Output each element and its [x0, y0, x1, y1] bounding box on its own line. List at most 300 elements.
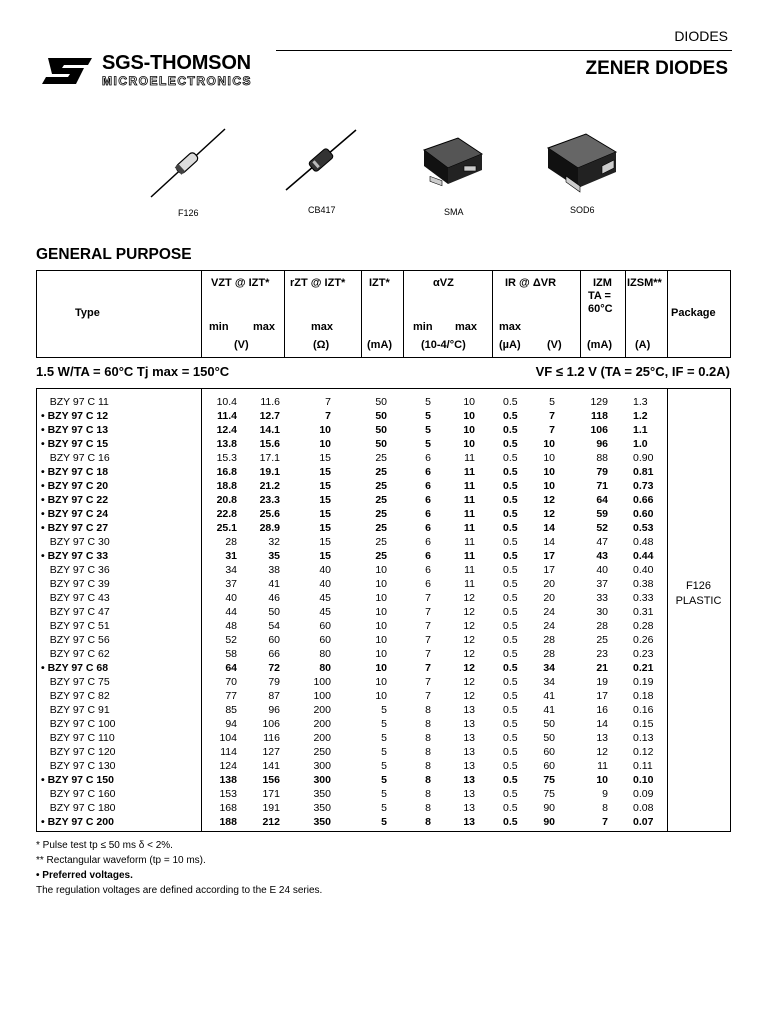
cell-type: • BZY 97 C 68 — [41, 662, 109, 674]
cell-value: 11 — [464, 452, 475, 464]
cell-value: 12 — [463, 606, 475, 618]
cell-value: 15.6 — [259, 438, 280, 450]
cell-value: 10 — [463, 424, 475, 436]
cell-value: 300 — [313, 774, 331, 786]
cell-value: 191 — [262, 802, 280, 814]
cell-value: 10 — [375, 690, 387, 702]
cell-value: 13 — [463, 788, 475, 800]
cell-value: 5 — [381, 774, 387, 786]
cell-value: 0.81 — [633, 466, 654, 478]
cell-value: 0.10 — [633, 774, 654, 786]
sod6-package-icon — [540, 128, 622, 198]
cell-value: 17 — [543, 564, 555, 576]
cell-value: 23 — [596, 648, 608, 660]
cell-value: 6 — [425, 452, 431, 464]
table-row — [37, 591, 730, 605]
cell-value: 0.5 — [503, 620, 518, 632]
cell-value: 10 — [543, 438, 555, 450]
cell-value: 34 — [543, 676, 555, 688]
cell-value: 0.5 — [503, 438, 518, 450]
cell-value: 0.48 — [633, 536, 654, 548]
cell-value: 25 — [375, 494, 387, 506]
sma-package-icon — [418, 132, 486, 192]
cell-value: 13 — [463, 816, 475, 828]
cell-value: 85 — [225, 704, 237, 716]
cell-value: 7 — [325, 410, 331, 422]
cell-value: 171 — [262, 788, 280, 800]
cell-value: 21 — [596, 662, 608, 674]
cell-value: 8 — [425, 774, 431, 786]
cell-value: 10 — [375, 676, 387, 688]
cell-value: 6 — [425, 466, 431, 478]
cell-value: 12 — [463, 620, 475, 632]
cell-type: BZY 97 C 91 — [41, 704, 110, 716]
cell-value: 200 — [313, 704, 331, 716]
cell-value: 0.5 — [503, 550, 518, 562]
cell-value: 15 — [319, 480, 331, 492]
cell-value: 0.21 — [633, 662, 654, 674]
cell-value: 11 — [463, 466, 475, 478]
cell-value: 0.53 — [633, 522, 654, 534]
table-row — [37, 395, 730, 409]
col-vz-header: VZT @ IZT* — [211, 277, 270, 289]
cell-type: BZY 97 C 43 — [41, 592, 110, 604]
cell-value: 0.5 — [503, 536, 518, 548]
cell-value: 10 — [375, 662, 387, 674]
cell-value: 25 — [375, 522, 387, 534]
cell-value: 11.6 — [260, 396, 280, 408]
cell-value: 50 — [543, 732, 555, 744]
cell-value: 5 — [381, 760, 387, 772]
col-izt-header: IZT* — [369, 277, 390, 289]
cell-value: 0.19 — [633, 676, 654, 688]
cell-value: 156 — [262, 774, 280, 786]
cell-value: 7 — [425, 606, 431, 618]
col-package-header: Package — [671, 307, 716, 319]
cell-value: 141 — [262, 760, 280, 772]
cell-value: 16.8 — [216, 466, 237, 478]
cell-type: BZY 97 C 75 — [41, 676, 110, 688]
cell-value: 25 — [375, 452, 387, 464]
table-row — [37, 731, 730, 745]
cell-value: 11 — [464, 536, 475, 548]
cell-type: BZY 97 C 100 — [41, 718, 116, 730]
ir-max-label: max — [499, 321, 522, 333]
table-row — [37, 479, 730, 493]
cell-value: 14.1 — [259, 424, 280, 436]
cell-value: 0.5 — [503, 452, 518, 464]
cell-value: 5 — [381, 704, 387, 716]
cell-value: 0.26 — [633, 634, 654, 646]
cell-value: 12 — [463, 648, 475, 660]
cell-value: 17.1 — [259, 452, 280, 464]
cell-value: 6 — [425, 480, 431, 492]
cell-value: 12 — [543, 494, 555, 506]
cell-value: 10 — [463, 410, 475, 422]
table-row — [37, 703, 730, 717]
cell-value: 13 — [463, 760, 475, 772]
cell-value: 19.1 — [259, 466, 280, 478]
cell-value: 10 — [463, 396, 475, 408]
cell-value: 43 — [596, 550, 608, 562]
cell-type: • BZY 97 C 12 — [41, 410, 109, 422]
table-row — [37, 549, 730, 563]
cell-value: 60 — [319, 620, 331, 632]
cell-value: 12 — [463, 690, 475, 702]
cell-type: BZY 97 C 110 — [41, 732, 115, 744]
cell-value: 0.5 — [503, 774, 518, 786]
table-row — [37, 437, 730, 451]
cell-value: 0.73 — [633, 480, 654, 492]
cell-value: 0.09 — [633, 788, 654, 800]
cell-value: 24 — [543, 620, 555, 632]
cell-value: 13 — [463, 746, 475, 758]
cell-value: 10 — [375, 564, 387, 576]
cell-value: 35 — [268, 550, 280, 562]
cell-value: 7 — [325, 396, 331, 408]
table-row — [37, 717, 730, 731]
cell-value: 10 — [375, 620, 387, 632]
cell-value: 0.12 — [633, 746, 654, 758]
cell-value: 100 — [313, 676, 331, 688]
table-row — [37, 787, 730, 801]
cell-value: 54 — [268, 620, 280, 632]
cell-value: 200 — [313, 732, 331, 744]
cell-value: 75 — [543, 774, 555, 786]
cell-value: 0.33 — [633, 592, 654, 604]
cell-value: 34 — [543, 662, 555, 674]
cell-type: • BZY 97 C 24 — [41, 508, 109, 520]
cell-value: 52 — [225, 634, 237, 646]
cell-value: 0.5 — [503, 424, 518, 436]
cell-value: 12.4 — [216, 424, 237, 436]
cell-value: 87 — [268, 690, 280, 702]
table-row — [37, 745, 730, 759]
cell-value: 88 — [596, 452, 608, 464]
table-row — [37, 605, 730, 619]
cell-value: 10.4 — [216, 396, 237, 408]
col-izm-temp: 60°C — [588, 303, 613, 315]
cell-type: BZY 97 C 120 — [41, 746, 116, 758]
cell-value: 66 — [268, 648, 280, 660]
cell-value: 10 — [375, 592, 387, 604]
cell-value: 15.3 — [216, 452, 237, 464]
cell-type: BZY 97 C 56 — [41, 634, 110, 646]
avz-max-label: max — [455, 321, 478, 333]
cell-value: 118 — [591, 410, 608, 422]
cell-value: 41 — [268, 578, 280, 590]
cell-value: 7 — [549, 410, 555, 422]
cell-value: 44 — [225, 606, 237, 618]
cell-value: 22.8 — [216, 508, 237, 520]
cell-value: 0.5 — [503, 508, 518, 520]
cell-value: 46 — [268, 592, 280, 604]
cell-type: BZY 97 C 36 — [41, 564, 110, 576]
cell-value: 138 — [219, 774, 237, 786]
cell-type: • BZY 97 C 18 — [41, 466, 109, 478]
cell-value: 7 — [425, 662, 431, 674]
unit-a: (A) — [635, 339, 651, 351]
company-logo — [40, 52, 275, 88]
col-avz-header: αVZ — [433, 277, 454, 289]
cell-value: 15 — [319, 522, 331, 534]
cell-type: BZY 97 C 51 — [41, 620, 110, 632]
table-row — [37, 465, 730, 479]
cell-value: 13 — [596, 732, 608, 744]
cell-type: BZY 97 C 30 — [41, 536, 110, 548]
cell-value: 25 — [375, 550, 387, 562]
cell-value: 72 — [268, 662, 280, 674]
cell-value: 45 — [319, 606, 331, 618]
cell-value: 24 — [543, 606, 555, 618]
cell-value: 52 — [596, 522, 608, 534]
cell-value: 0.5 — [503, 522, 518, 534]
cell-value: 14 — [543, 522, 555, 534]
cell-value: 127 — [262, 746, 280, 758]
cell-value: 0.5 — [503, 466, 518, 478]
cell-value: 23.3 — [259, 494, 280, 506]
cell-value: 17 — [596, 690, 608, 702]
cell-value: 0.40 — [633, 564, 654, 576]
table-row — [37, 675, 730, 689]
table-row — [37, 801, 730, 815]
cell-value: 250 — [313, 746, 331, 758]
brand-name: SGS-THOMSON — [102, 52, 251, 74]
table-row — [37, 409, 730, 423]
cell-value: 5 — [381, 732, 387, 744]
footnote-waveform: ** Rectangular waveform (tp = 10 ms). — [36, 855, 206, 866]
col-ir-header: IR @ ΔVR — [505, 277, 557, 289]
cell-value: 15 — [319, 508, 331, 520]
unit-ua: (µA) — [499, 339, 521, 351]
cell-value: 11.4 — [217, 410, 237, 422]
cell-value: 47 — [596, 536, 608, 548]
cell-value: 350 — [313, 788, 331, 800]
cell-value: 8 — [425, 704, 431, 716]
cell-value: 18.8 — [216, 480, 237, 492]
table-row — [37, 633, 730, 647]
cell-value: 0.5 — [503, 816, 518, 828]
cell-value: 300 — [313, 760, 331, 772]
header-rule — [276, 50, 732, 51]
cell-value: 7 — [425, 634, 431, 646]
cell-value: 11 — [464, 564, 475, 576]
table-row — [37, 689, 730, 703]
cell-value: 10 — [375, 578, 387, 590]
table-row — [37, 563, 730, 577]
cell-value: 5 — [381, 816, 387, 828]
package-material: PLASTIC — [675, 595, 722, 607]
cell-value: 58 — [225, 648, 237, 660]
cell-value: 59 — [596, 508, 608, 520]
cell-value: 0.5 — [503, 592, 518, 604]
table-row — [37, 619, 730, 633]
table-row — [37, 493, 730, 507]
cell-value: 129 — [590, 396, 608, 408]
cell-value: 34 — [225, 564, 237, 576]
table-row — [37, 647, 730, 661]
cell-type: BZY 97 C 11 — [41, 396, 109, 408]
cell-value: 7 — [602, 816, 608, 828]
cell-type: BZY 97 C 39 — [41, 578, 110, 590]
cell-value: 8 — [425, 802, 431, 814]
cell-value: 6 — [425, 536, 431, 548]
cell-value: 5 — [425, 410, 431, 422]
cell-value: 5 — [381, 788, 387, 800]
cell-value: 7 — [425, 690, 431, 702]
cell-type: • BZY 97 C 27 — [41, 522, 109, 534]
cell-value: 15 — [319, 494, 331, 506]
cell-value: 25 — [375, 466, 387, 478]
table-row — [37, 535, 730, 549]
cell-value: 7 — [549, 424, 555, 436]
unit-ma2: (mA) — [587, 339, 613, 351]
cell-type: • BZY 97 C 22 — [41, 494, 109, 506]
cell-value: 12 — [463, 634, 475, 646]
cell-value: 64 — [225, 662, 237, 674]
table-row — [37, 423, 730, 437]
cell-value: 15 — [319, 550, 331, 562]
cell-value: 13 — [463, 718, 475, 730]
cell-value: 5 — [381, 746, 387, 758]
cell-value: 1.1 — [633, 424, 648, 436]
cell-value: 10 — [596, 774, 608, 786]
cell-value: 13 — [463, 802, 475, 814]
cell-value: 10 — [319, 424, 331, 436]
cell-value: 40 — [225, 592, 237, 604]
cell-value: 90 — [543, 816, 555, 828]
cell-value: 75 — [543, 788, 555, 800]
table-row — [37, 815, 730, 829]
cell-value: 60 — [543, 746, 555, 758]
cell-value: 10 — [543, 452, 555, 464]
cell-value: 32 — [268, 536, 280, 548]
cell-value: 71 — [596, 480, 608, 492]
cell-value: 11 — [464, 578, 475, 590]
table-body — [36, 388, 731, 832]
cell-value: 200 — [313, 718, 331, 730]
cell-value: 30 — [596, 606, 608, 618]
cell-value: 0.5 — [503, 606, 518, 618]
cell-type: BZY 97 C 180 — [41, 802, 116, 814]
cell-value: 153 — [219, 788, 237, 800]
cell-value: 12 — [543, 508, 555, 520]
cell-value: 17 — [543, 550, 555, 562]
footnote-pulse: * Pulse test tp ≤ 50 ms δ < 2%. — [36, 840, 173, 851]
cell-value: 80 — [319, 662, 331, 674]
cell-value: 0.5 — [503, 802, 518, 814]
cell-value: 79 — [268, 676, 280, 688]
cell-value: 0.5 — [503, 494, 518, 506]
cell-value: 20.8 — [216, 494, 237, 506]
section-title: GENERAL PURPOSE — [36, 246, 192, 263]
cell-value: 0.18 — [633, 690, 654, 702]
cell-value: 50 — [375, 424, 387, 436]
cell-value: 11 — [463, 508, 475, 520]
cell-value: 6 — [425, 508, 431, 520]
col-rz-header: rZT @ IZT* — [290, 277, 346, 289]
cell-type: BZY 97 C 130 — [41, 760, 116, 772]
cell-value: 0.5 — [503, 746, 518, 758]
cell-value: 106 — [262, 718, 280, 730]
cell-value: 13 — [463, 704, 475, 716]
table-row — [37, 759, 730, 773]
cell-type: • BZY 97 C 150 — [41, 774, 114, 786]
cell-value: 0.38 — [633, 578, 654, 590]
cell-value: 188 — [219, 816, 237, 828]
cell-value: 50 — [375, 438, 387, 450]
cell-value: 11 — [463, 550, 475, 562]
table-row — [37, 521, 730, 535]
cell-value: 10 — [375, 606, 387, 618]
cell-value: 11 — [463, 494, 475, 506]
cell-value: 10 — [543, 466, 555, 478]
cell-value: 1.2 — [633, 410, 648, 422]
cell-value: 0.5 — [503, 480, 518, 492]
cell-value: 25 — [375, 536, 387, 548]
cell-value: 40 — [596, 564, 608, 576]
cell-value: 0.5 — [503, 732, 518, 744]
cell-value: 0.5 — [503, 788, 518, 800]
cell-value: 41 — [543, 704, 555, 716]
cell-value: 168 — [219, 802, 237, 814]
page-title: ZENER DIODES — [585, 58, 728, 79]
cell-value: 7 — [425, 592, 431, 604]
table-row — [37, 577, 730, 591]
unit-avz: (10-4/°C) — [421, 339, 466, 351]
cell-value: 8 — [425, 746, 431, 758]
cell-value: 28 — [543, 648, 555, 660]
unit-v2: (V) — [547, 339, 562, 351]
cell-value: 25.6 — [259, 508, 280, 520]
cell-value: 8 — [425, 788, 431, 800]
cell-value: 12 — [596, 746, 608, 758]
cell-type: BZY 97 C 62 — [41, 648, 110, 660]
cell-value: 19 — [596, 676, 608, 688]
cell-type: • BZY 97 C 20 — [41, 480, 109, 492]
unit-ohm: (Ω) — [313, 339, 330, 351]
cell-value: 15 — [319, 536, 331, 548]
cell-value: 6 — [425, 578, 431, 590]
table-row — [37, 451, 730, 465]
cell-value: 64 — [596, 494, 608, 506]
package-label-sma: SMA — [444, 207, 464, 217]
cell-value: 350 — [313, 802, 331, 814]
cell-value: 0.5 — [503, 564, 518, 576]
cell-type: • BZY 97 C 15 — [41, 438, 109, 450]
cell-value: 50 — [268, 606, 280, 618]
cell-value: 5 — [425, 424, 431, 436]
table-row — [37, 661, 730, 675]
cell-value: 37 — [596, 578, 608, 590]
vz-min-label: min — [209, 321, 229, 333]
cell-type: • BZY 97 C 33 — [41, 550, 109, 562]
cell-value: 13 — [463, 732, 475, 744]
cell-value: 33 — [596, 592, 608, 604]
cell-value: 5 — [425, 396, 431, 408]
cell-value: 0.08 — [633, 802, 654, 814]
cell-value: 38 — [268, 564, 280, 576]
cell-value: 11 — [597, 760, 608, 772]
cell-value: 28 — [596, 620, 608, 632]
cell-value: 14 — [596, 718, 608, 730]
cell-value: 0.5 — [503, 704, 518, 716]
cell-value: 45 — [319, 592, 331, 604]
cell-value: 41 — [543, 690, 555, 702]
cell-value: 10 — [543, 480, 555, 492]
cell-type: BZY 97 C 160 — [41, 788, 116, 800]
cell-value: 94 — [225, 718, 237, 730]
